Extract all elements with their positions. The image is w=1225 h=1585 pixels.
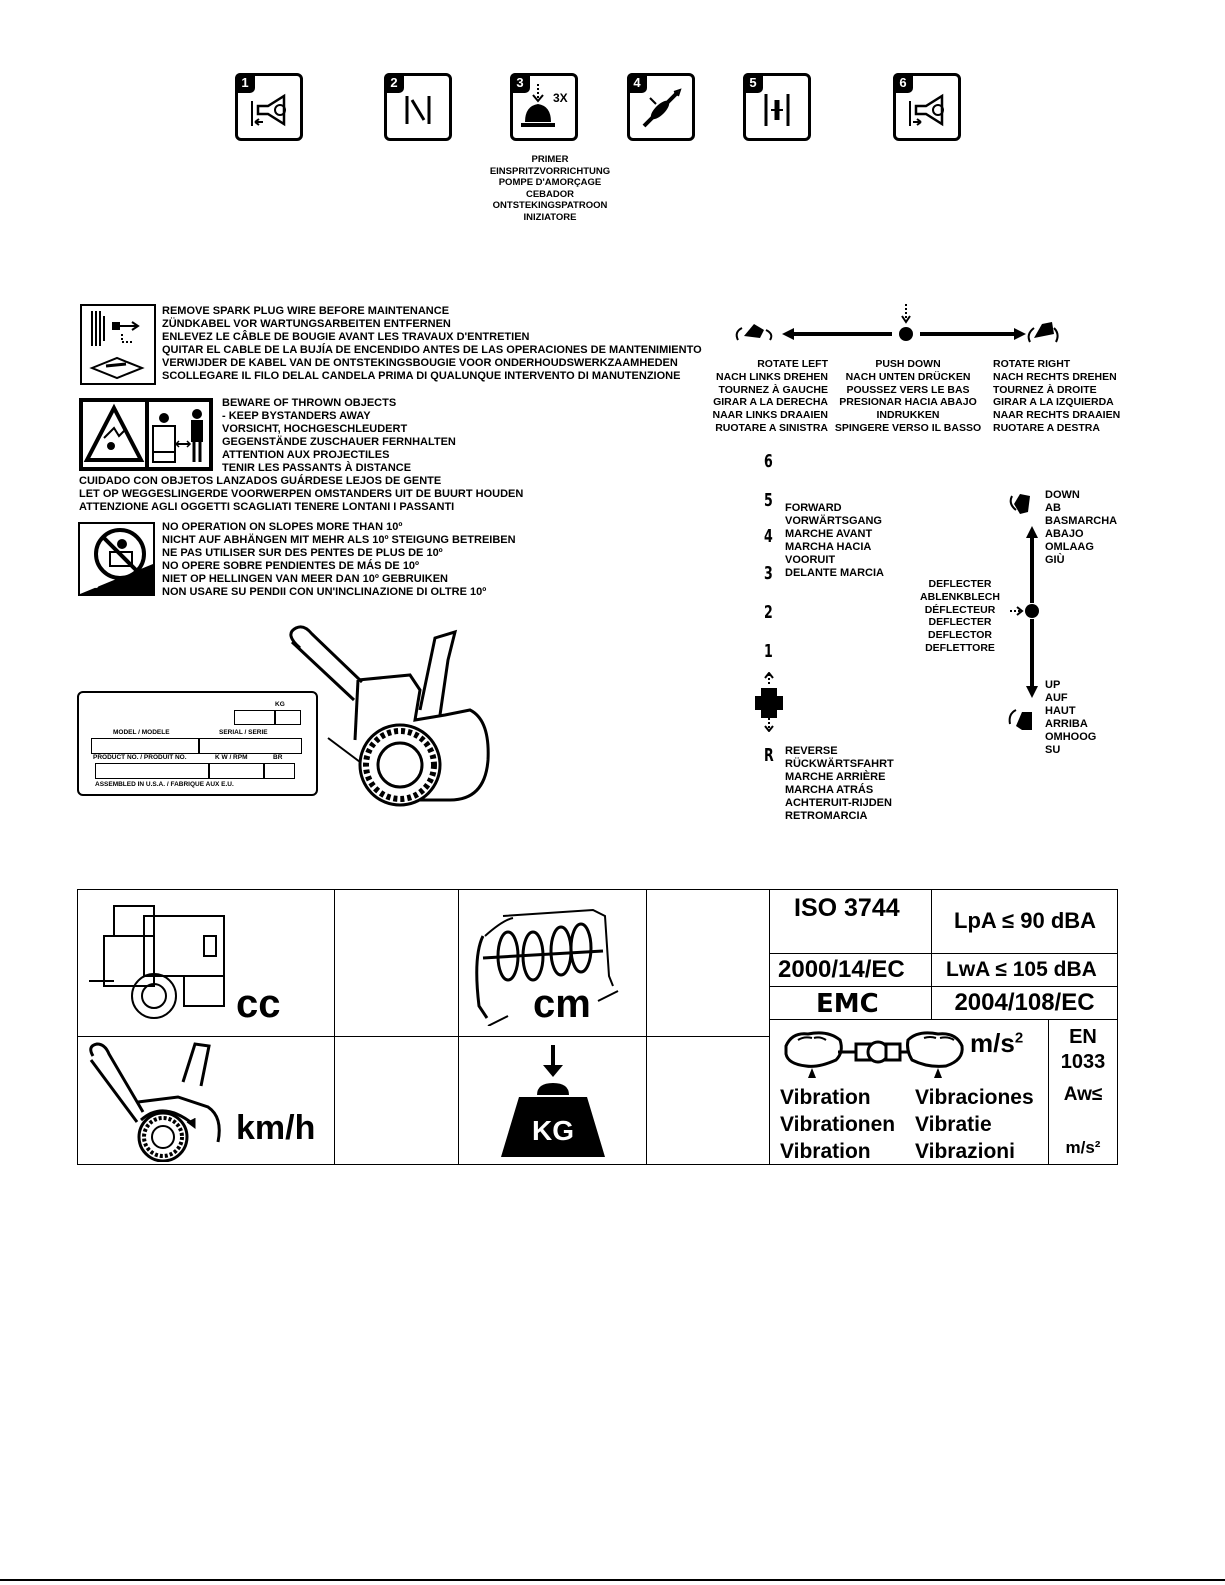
choke-off-icon: [893, 73, 961, 141]
icon-number: 2: [384, 73, 404, 93]
kg-unit: KG: [532, 1115, 574, 1146]
kmh-value-cell: [334, 1036, 459, 1165]
cc-value-cell: [334, 889, 459, 1037]
warning-line: NO OPERATION ON SLOPES MORE THAN 10º: [162, 521, 403, 533]
chute-label-line: RUOTARE A SINISTRA: [715, 421, 828, 434]
rotate-left-text: [700, 358, 828, 435]
cm-value-cell: [646, 889, 770, 1037]
primer-label: POMPE D'AMORÇAGE: [498, 177, 602, 188]
deflector-label-line: OMLAAG: [1045, 541, 1094, 553]
ms2-unit: [970, 1028, 1023, 1059]
chute-label-line: RUOTARE A DESTRA: [993, 421, 1100, 434]
deflector-label-line: AUF: [1045, 692, 1068, 704]
primer-count-text: 3X: [553, 91, 568, 105]
thrown-objects-warning-icon: [79, 398, 213, 471]
chute-label-line: GIRAR A LA DERECHA: [713, 396, 828, 409]
slope-warning-text: [162, 521, 516, 599]
chute-label-line: NACH UNTEN DRÜCKEN: [845, 370, 971, 383]
chute-label-line: ROTATE RIGHT: [993, 358, 1071, 370]
warning-line: - KEEP BYSTANDERS AWAY: [222, 410, 371, 422]
speed-kmh-cell: [77, 1036, 335, 1165]
chute-label-line: ROTATE LEFT: [757, 358, 828, 370]
deflector-label-line: BASMARCHA: [1045, 515, 1118, 527]
kmh-unit: km/h: [236, 1109, 316, 1147]
deflector-label-line: DEFLECTER: [928, 578, 992, 590]
deflector-label-line: DEFLETTORE: [925, 641, 995, 654]
auger-cm-cell: [458, 889, 647, 1037]
deflector-diagram: [1006, 486, 1046, 738]
warning-line: TENIR LES PASSANTS À DISTANCE: [222, 462, 412, 474]
push-down-text: [828, 358, 988, 435]
thrown-objects-warning-text: [222, 397, 456, 475]
nameplate-br-field: [263, 763, 295, 779]
en-number: 1033: [1060, 1051, 1106, 1073]
ignition-on-icon: [384, 73, 452, 141]
snowblower-speed-icon: [83, 1042, 233, 1162]
warning-line: NE PAS UTILISER SUR DES PENTES DE PLUS DE 10º: [162, 547, 443, 559]
emc-directive-cell: [931, 986, 1118, 1020]
icon-number: 6: [893, 73, 913, 93]
ms2-text: m/s: [970, 1028, 1015, 1058]
deflector-down-text: [1045, 489, 1117, 567]
primer-label: EINSPRITZVORRICHTUNG: [489, 165, 611, 177]
chute-label-line: POUSSEZ VERS LE BAS: [846, 383, 970, 396]
icon-number: 4: [627, 73, 647, 93]
page-bottom-rule: [0, 1579, 1225, 1581]
vibration-label: Vibrationen: [780, 1113, 896, 1136]
warning-line: REMOVE SPARK PLUG WIRE BEFORE MAINTENANCE: [162, 305, 450, 317]
vibration-label: Vibration: [780, 1140, 871, 1163]
thrown-objects-warning-wide-text: [79, 475, 523, 514]
emc-directive: 2004/108/EC: [954, 989, 1095, 1016]
vibration-left-list: [780, 1084, 895, 1165]
gear-label-line: MARCHE ARRIÈRE: [785, 771, 886, 783]
nameplate-serial-label: SERIAL / SERIE: [219, 729, 268, 736]
deflector-label-line: UP: [1045, 679, 1061, 691]
gear-label-line: RETROMARCIA: [785, 810, 868, 822]
start-rope-icon: [627, 73, 695, 141]
chute-label-line: TOURNEZ À DROITE: [993, 383, 1097, 396]
gear-label-line: MARCHE AVANT: [785, 528, 873, 540]
gear-label-line: MARCHA ATRÁS: [785, 784, 874, 796]
gear-label-line: VORWÄRTSGANG: [785, 515, 882, 527]
warning-line: NO OPERE SOBRE PENDIENTES DE MÁS DE 10º: [162, 560, 420, 572]
vibration-right-list: [915, 1084, 1034, 1165]
iso-standard: ISO 3744: [794, 894, 900, 922]
gear-label-line: MARCHA HACIA: [785, 541, 872, 553]
cc-unit: cc: [236, 982, 281, 1026]
gear-label-line: VOORUIT: [785, 554, 836, 566]
vibration-cell: [769, 1019, 1049, 1165]
engine-cc-cell: [77, 889, 335, 1037]
vibration-label: Vibrazioni: [915, 1140, 1015, 1163]
handlebar-vibration-icon: [778, 1026, 968, 1082]
engine-icon: [84, 896, 234, 1026]
warning-line: ENLEVEZ LE CÂBLE DE BOUGIE AVANT LES TRAVAUX D'ENTRETIEN: [162, 331, 530, 343]
deflector-label-line: DEFLECTOR: [928, 629, 992, 642]
slope-badge: >10º: [82, 580, 103, 591]
chute-rotation-diagram: [730, 300, 1060, 360]
deflector-label-line: AB: [1045, 502, 1061, 514]
primer-label: PRIMER: [531, 154, 569, 165]
warning-line: NIET OP HELLINGEN VAN MEER DAN 10º GEBRUIKEN: [162, 573, 448, 585]
weight-kg-cell: [458, 1036, 647, 1165]
lwa-cell: [931, 953, 1118, 987]
directive-cell: [769, 953, 932, 987]
nameplate-kw-label: K W / RPM: [215, 754, 248, 761]
icon-number: 3: [510, 73, 530, 93]
nameplate-kg-label: KG: [275, 701, 285, 708]
nameplate-model-field: [91, 738, 200, 754]
aw-label: Aw≤: [1063, 1084, 1103, 1105]
deflector-label-line: DOWN: [1045, 489, 1080, 501]
cm-unit: cm: [533, 982, 591, 1026]
deflector-label-line: GIÙ: [1045, 554, 1065, 566]
warning-line: LET OP WEGGESLINGERDE VOORWERPEN OMSTANDERS UIT DE BUURT HOUDEN: [79, 488, 524, 500]
nameplate-kg-field-b: [274, 710, 301, 725]
chute-label-line: NAAR RECHTS DRAAIEN: [993, 409, 1121, 422]
choke-full-icon: [235, 73, 303, 141]
nameplate-serial-field: [198, 738, 302, 754]
nameplate-kg-field-a: [234, 710, 276, 725]
spark-plug-warning-text: [162, 305, 702, 383]
chute-label-line: TOURNEZ À GAUCHE: [718, 383, 828, 396]
en-label: EN: [1069, 1026, 1097, 1048]
slope-warning-icon: [78, 522, 155, 596]
deflector-label-line: ARRIBA: [1045, 718, 1088, 730]
chute-label-line: NACH RECHTS DREHEN: [993, 370, 1117, 383]
reverse-text: [785, 745, 894, 823]
nameplate-assembled-label: ASSEMBLED IN U.S.A. / FABRIQUE AUX E.U.: [95, 781, 234, 788]
emc-label: EMC: [816, 989, 879, 1019]
deflector-label-line: HAUT: [1045, 705, 1076, 717]
warning-line: SCOLLEGARE IL FILO DELAL CANDELA PRIMA DI QUALUNQUE INTERVENTO DI MANUTENZIONE: [162, 370, 681, 382]
chute-label-line: SPINGERE VERSO IL BASSO: [834, 421, 982, 434]
deflector-label-line: SU: [1045, 744, 1061, 756]
gear-label-line: RÜCKWÄRTSFAHRT: [785, 758, 894, 770]
warning-line: ZÜNDKABEL VOR WARTUNGSARBEITEN ENTFERNEN: [162, 318, 451, 330]
gear-number: 3: [764, 563, 773, 584]
deflector-label-line: DEFLECTER: [928, 616, 992, 629]
deflector-label-line: ABAJO: [1045, 528, 1084, 540]
primer-label: CEBADOR: [525, 188, 575, 200]
warning-line: GEGENSTÄNDE ZUSCHAUER FERNHALTEN: [222, 436, 456, 448]
gear-number: 4: [764, 526, 773, 547]
nameplate: [77, 691, 318, 796]
throttle-icon: [743, 73, 811, 141]
gear-label-line: FORWARD: [785, 502, 842, 514]
warning-line: CUIDADO CON OBJETOS LANZADOS GUÁRDESE LEJOS DE GENTE: [79, 475, 442, 487]
primer-label: ONTSTEKINGSPATROON: [492, 200, 608, 211]
weight-icon: [493, 1045, 613, 1160]
gear-shift-icon: [752, 672, 786, 732]
chute-label-line: NAAR LINKS DRAAIEN: [712, 409, 828, 422]
lwa-value: LwA ≤ 105 dBA: [946, 958, 1097, 981]
gear-number: 5: [764, 490, 773, 511]
gear-label-line: REVERSE: [785, 745, 838, 757]
spark-plug-warning-icon: [80, 304, 156, 385]
nameplate-product-field: [95, 763, 210, 779]
gear-reverse-mark: R: [764, 745, 774, 766]
noise-directive: 2000/14/EC: [778, 956, 905, 983]
primer-icon: [510, 73, 578, 141]
emc-cell: [769, 986, 932, 1020]
en-cell: [1048, 1019, 1118, 1165]
warning-line: ATTENZIONE AGLI OGGETTI SCAGLIATI TENERE LONTANI I PASSANTI: [79, 501, 455, 513]
primer-label: INIZIATORE: [523, 211, 577, 223]
iso-cell: [769, 889, 932, 954]
warning-line: NICHT AUF ABHÄNGEN MIT MEHR ALS 10º STEIGUNG BETREIBEN: [162, 534, 516, 546]
warning-line: VERWIJDER DE KABEL VAN DE ONTSTEKINGSBOUGIE VOOR ONDERHOUDSWERKZAAMHEDEN: [162, 357, 678, 369]
forward-text: [785, 502, 884, 580]
chute-label-line: GIRAR A LA IZQUIERDA: [993, 396, 1114, 409]
vibration-label: Vibraciones: [915, 1086, 1034, 1109]
icon-number: 1: [235, 73, 255, 93]
vibration-label: Vibration: [780, 1086, 871, 1109]
lpa-value: LpA ≤ 90 dBA: [954, 908, 1097, 933]
kg-value-cell: [646, 1036, 770, 1165]
warning-line: VORSICHT, HOCHGESCHLEUDERT: [222, 423, 408, 435]
deflector-up-text: [1045, 679, 1096, 757]
gear-number: 2: [764, 602, 773, 623]
warning-line: ATTENTION AUX PROJECTILES: [222, 449, 390, 461]
gear-number: 6: [764, 451, 773, 472]
nameplate-model-label: MODEL / MODELE: [113, 729, 170, 736]
chute-label-line: NACH LINKS DREHEN: [715, 370, 828, 383]
chute-label-line: PUSH DOWN: [875, 358, 941, 370]
deflector-label-line: ABLENKBLECH: [920, 590, 1000, 603]
aw-unit: m/s²: [1065, 1138, 1101, 1157]
warning-line: NON USARE SU PENDII CON UN'INCLINAZIONE DI OLTRE 10º: [162, 586, 487, 598]
gear-label-line: ACHTERUIT-RIJDEN: [785, 797, 892, 809]
primer-caption: [470, 154, 630, 223]
nameplate-br-label: BR: [273, 754, 283, 761]
deflector-label-line: OMHOOG: [1045, 731, 1097, 743]
gear-number: 1: [764, 641, 773, 662]
warning-line: QUITAR EL CABLE DE LA BUJÍA DE ENCENDIDO ANTES DE LAS OPERACIONES DE MANTENIMIENTO: [162, 344, 702, 356]
lpa-cell: [931, 889, 1118, 954]
vibration-label: Vibratie: [915, 1113, 992, 1136]
nameplate-kw-field: [208, 763, 265, 779]
icon-number: 5: [743, 73, 763, 93]
chute-label-line: INDRUKKEN: [876, 409, 940, 422]
gear-label-line: DELANTE MARCIA: [785, 567, 884, 579]
deflector-text: [910, 578, 1010, 655]
nameplate-product-label: PRODUCT NO. / PRODUIT NO.: [93, 754, 187, 761]
rotate-right-text: [993, 358, 1120, 435]
warning-line: BEWARE OF THROWN OBJECTS: [222, 397, 397, 409]
ms2-sup: 2: [1014, 1029, 1024, 1047]
deflector-label-line: DÉFLECTEUR: [924, 603, 996, 616]
chute-label-line: PRESIONAR HACIA ABAJO: [839, 396, 977, 409]
